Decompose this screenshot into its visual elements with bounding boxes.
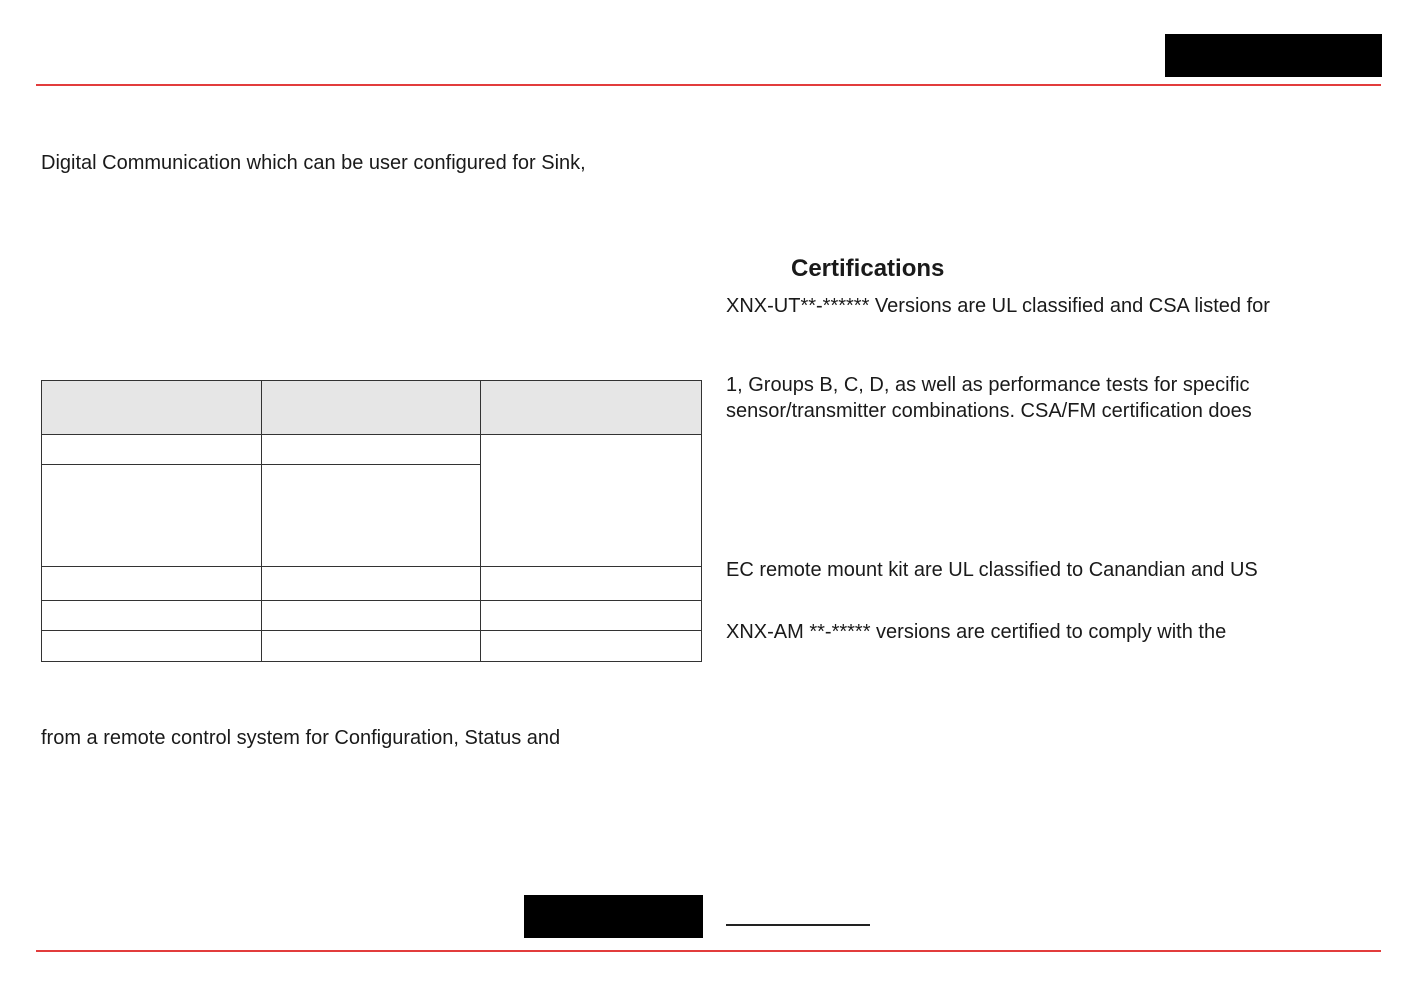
footer-redaction-box [524,895,703,938]
table-cell [262,631,481,662]
table-cell [262,601,481,631]
right-text-line-5: XNX-AM **-***** versions are certified to comply with the [726,621,1227,643]
left-text-line-2: from a remote control system for Configuration, Status and [41,727,561,749]
table-cell [42,465,262,567]
table-header-cell [42,381,262,435]
table-cell [42,567,262,601]
footer-rule [36,950,1381,952]
table-cell [262,435,481,465]
right-text-line-1: XNX-UT**-****** Versions are UL classified and CSA listed for [726,295,1270,317]
header-rule [36,84,1381,86]
table-cell [262,465,481,567]
table-cell [42,601,262,631]
right-text-line-2: 1, Groups B, C, D, as well as performance tests for specific [726,374,1250,396]
table-cell [42,631,262,662]
table-header-row [42,381,702,435]
table-cell [481,631,702,662]
table-row [42,631,702,662]
certifications-heading: Certifications [791,255,945,282]
table-row [42,435,702,465]
table-row [42,567,702,601]
left-text-line-1: Digital Communication which can be user configured for Sink, [41,152,586,174]
spec-table [41,380,702,662]
table-row [42,601,702,631]
table-cell [481,601,702,631]
table-cell-merged [481,435,702,567]
table-header-cell [481,381,702,435]
table-cell [481,567,702,601]
table-cell [42,435,262,465]
table-cell [262,567,481,601]
right-text-line-3: sensor/transmitter combinations. CSA/FM certification does [726,400,1252,422]
right-text-line-4: EC remote mount kit are UL classified to Canandian and US [726,559,1258,581]
table-header-cell [262,381,481,435]
header-redaction-box [1165,34,1382,77]
footnote-rule [726,924,870,926]
